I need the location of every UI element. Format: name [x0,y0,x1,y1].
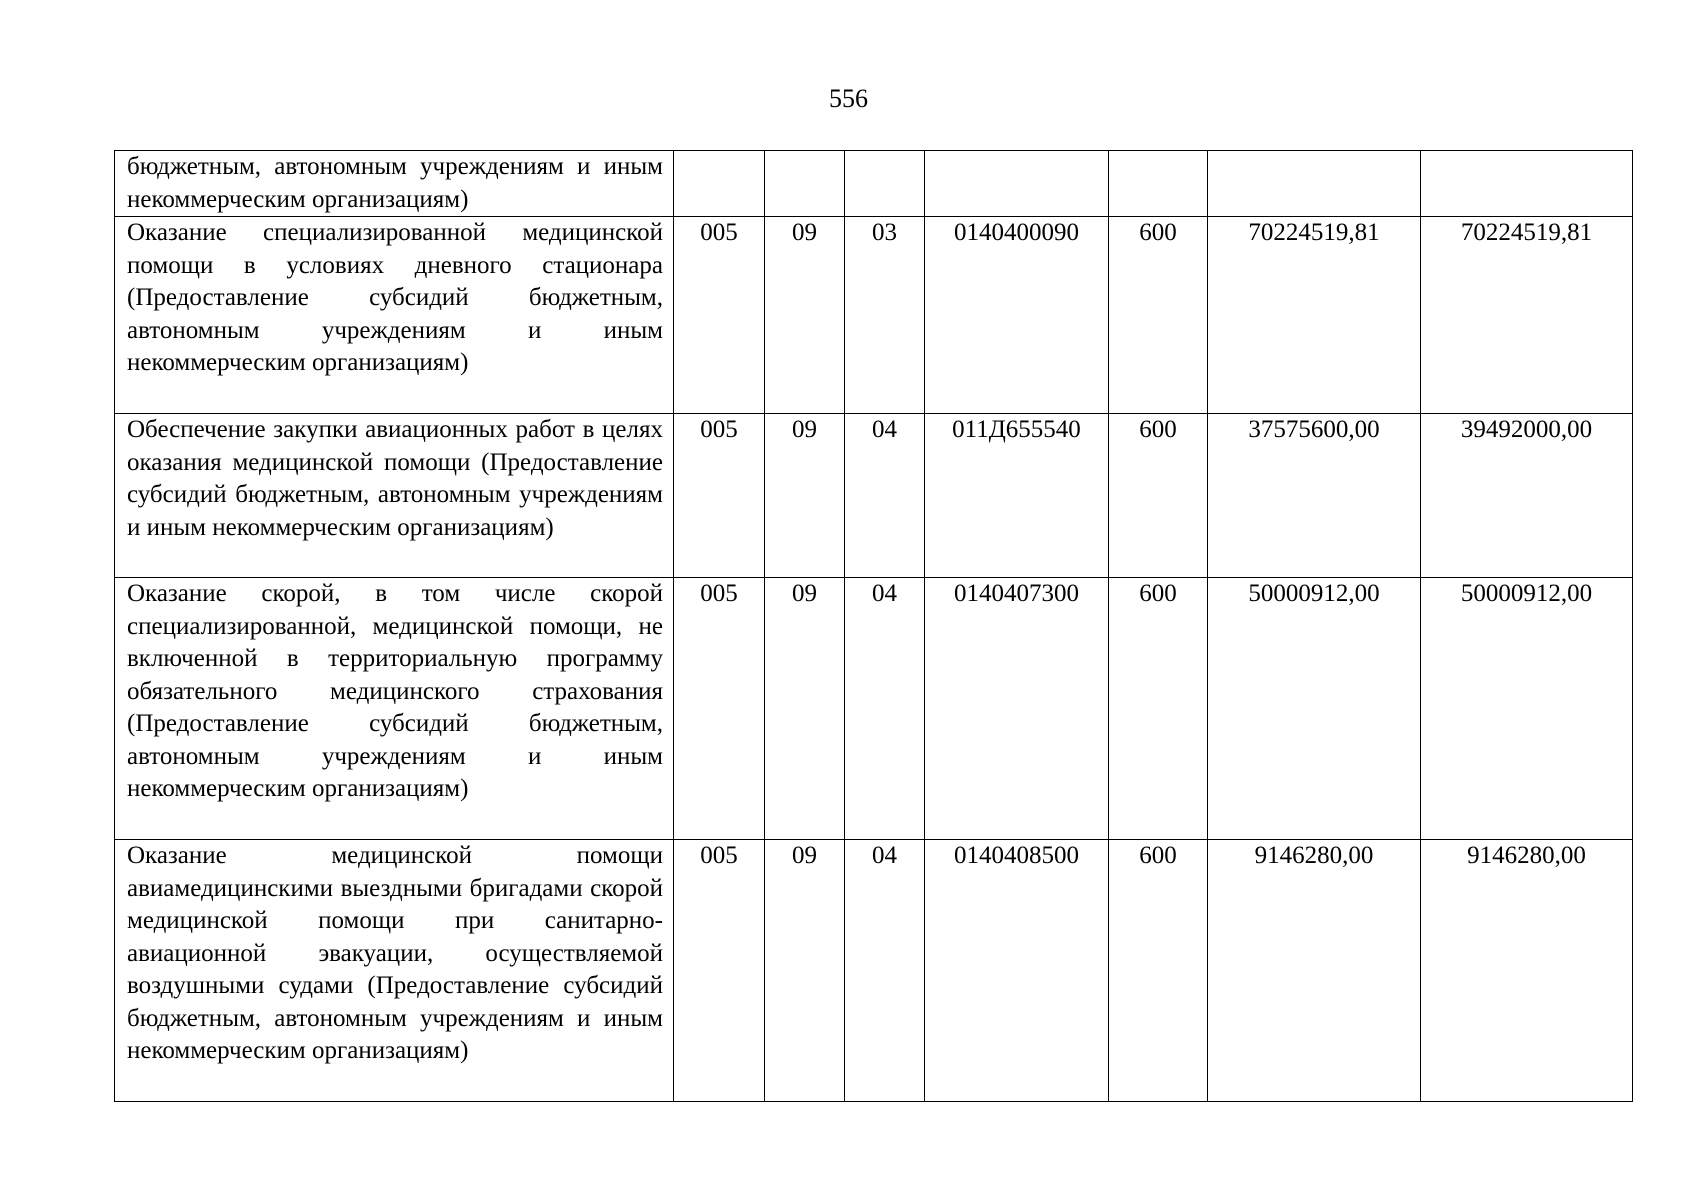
section-code: 09 [765,414,845,578]
page-number: 556 [829,84,868,113]
expense-type-code [1109,151,1208,217]
section-code: 09 [765,840,845,1102]
row-description: Оказание специализированной медицинской помощи в условиях дневного стационара (Предоставление субсидий бюджетным, автономным учреждениям и иным некоммерческим организациям) [115,217,674,414]
expense-type-code: 600 [1109,217,1208,414]
expense-type-code: 600 [1109,840,1208,1102]
sum-year-2: 70224519,81 [1421,217,1633,414]
row-description: бюджетным, автономным учреждениям и иным некоммерческим организациям) [115,151,674,217]
budget-table [114,150,1633,1102]
target-article-code: 0140407300 [925,578,1109,840]
sum-year-1: 70224519,81 [1208,217,1421,414]
table-row [115,840,1633,1102]
sum-year-2 [1421,151,1633,217]
section-code: 09 [765,217,845,414]
row-description: Оказание скорой, в том числе скорой специализированной, медицинской помощи, не включенной в территориальную программу обязательного медицинского страхования (Предоставление субсидий бюджетным, автономным учреждениям и иным некоммерческим организациям) [115,578,674,840]
subsection-code: 03 [845,217,925,414]
expense-type-code: 600 [1109,414,1208,578]
ved-code: 005 [674,414,765,578]
target-article-code [925,151,1109,217]
target-article-code: 0140400090 [925,217,1109,414]
sum-year-2: 39492000,00 [1421,414,1633,578]
sum-year-1: 50000912,00 [1208,578,1421,840]
sum-year-2: 9146280,00 [1421,840,1633,1102]
ved-code [674,151,765,217]
sum-year-1: 9146280,00 [1208,840,1421,1102]
sum-year-2: 50000912,00 [1421,578,1633,840]
sum-year-1: 37575600,00 [1208,414,1421,578]
table-row [115,414,1633,578]
section-code: 09 [765,578,845,840]
expense-type-code: 600 [1109,578,1208,840]
row-description: Обеспечение закупки авиационных работ в целях оказания медицинской помощи (Предоставление субсидий бюджетным, автономным учреждениям и иным некоммерческим организациям) [115,414,674,578]
ved-code: 005 [674,217,765,414]
table-row [115,217,1633,414]
target-article-code: 0140408500 [925,840,1109,1102]
table-row [115,151,1633,217]
sum-year-1 [1208,151,1421,217]
subsection-code [845,151,925,217]
target-article-code: 011Д655540 [925,414,1109,578]
subsection-code: 04 [845,578,925,840]
ved-code: 005 [674,840,765,1102]
ved-code: 005 [674,578,765,840]
row-description: Оказание медицинской помощи авиамедицинскими выездными бригадами скорой медицинской помощи при санитарно-авиационной эвакуации, осуществляемой воздушными судами (Предоставление субсидий бюджетным, автономным учреждениям и иным некоммерческим организациям) [115,840,674,1102]
section-code [765,151,845,217]
subsection-code: 04 [845,414,925,578]
table-row [115,578,1633,840]
subsection-code: 04 [845,840,925,1102]
